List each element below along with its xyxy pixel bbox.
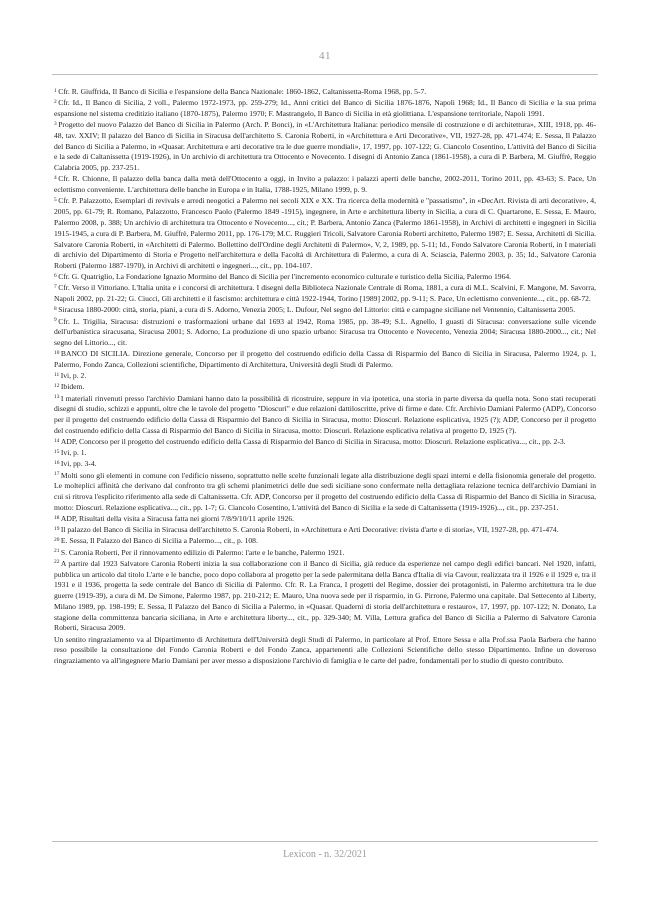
footnote-number: 20 — [54, 537, 60, 544]
footnote-number: 6 — [54, 272, 57, 279]
footnote-text: Cfr. R. Giuffrida, Il Banco di Sicilia e l'espansione della Banca Nazionale: 1860-1862, Caltanissetta-Roma 1968, pp. 5-7. — [58, 87, 427, 96]
footnote — [54, 448, 596, 459]
footnote-number: 19 — [54, 525, 60, 532]
footnote-text: Il palazzo del Banco di Sicilia in Siracusa dell'architetto S. Caronia Roberti, in «Architettura e Arti Decorative: rivista d'arte e di storia», VII, 1927-28, pp. 471-474. — [60, 525, 559, 535]
footnote — [54, 525, 596, 536]
footnote-number: 9 — [54, 317, 57, 324]
footnote — [54, 174, 596, 196]
footnote-text: Progetto del nuovo Palazzo del Banco di Sicilia in Palermo (Arch. P. Bonci), in «L'Architettura Italiana: periodico mensile di costruzione e di architettura», XIII, 1918, pp. 46-48, tav. XXIV; Il palazzo del Banco di Sicilia in Siracusa dell'architetto S. Caronia Roberti, in «Architettura e Arti Decorative», VII, 1927-28, pp. 471-474; E. Sessa, Il Palazzo del Banco di Sicilia a Palermo, in «Quasar. Architettura e arti decorative tra le due guerre mondiali», 17, 1997, pp. 107-122; G. Ciancolo Cosentino, L'attività del Banco di Sicilia e la sede di Caltanissetta (1919-1926), in Un archivio di architettura tra Ottocento e Novecento. I disegni di Antonio Zanca (1861-1958), a cura di P. Barbera, M. Giuffrè, Reggio Calabria 2005, pp. 237-251. — [54, 120, 596, 173]
page-number: 41 — [319, 50, 331, 62]
footnote-text: Molti sono gli elementi in comune con l'edificio nisseno, soprattutto nelle scelte funzionali legate alla distribuzione degli spazi interni e della fisionomia generale del progetto. Le molteplici affinità che derivano dal confronto tra gli schemi planimetrici delle due sedi siciliane sono confermate nella dettagliata relazione tecnica dell'archivio Damiani in cui si ritrova l'esplicito riferimento alla sede di Caltanissetta. Cfr. ADP, Concorso per il progetto del costruendo edificio della Cassa di Risparmio del Banco di Sicilia in Siracusa, motto: Dioscuri. Relazione esplicativa..., cit., pp. 1-7; G. Ciancolo Cosentino, L'attività del Banco di Sicilia e la sede di Caltanissetta (1919-1926)..., cit., pp. 237-251. — [54, 470, 596, 512]
footnote-text: Cfr. L. Trigilia, Siracusa: distruzioni e trasformazioni urbane dal 1693 al 1942, Roma 1985, pp. 38-49; S.L. Agnello, I guasti di Siracusa: conversazione sulle vicende dell'urbanistica siracusana, Siracusa 2001; S. Adorno, La produzione di uno spazio urbano: Siracusa tra Ottocento e Novecento, Venezia 2004; Siracusa 1880-2000..., cit.; Nel segno del Littorio..., cit. — [54, 316, 596, 348]
footnote — [54, 87, 596, 98]
footnote-number: 3 — [54, 120, 57, 127]
footer-divider — [52, 841, 598, 842]
footnote-text: Cfr. P. Palazzotto, Esemplari di revivals e arredi neogotici a Palermo nei secoli XIX e XX. Tra ricerca della modernità e "passatismo", in «DecArt. Rivista di arti decorative», 4, 2005, pp. 61-79; R. Romano, Palazzotto, Francesco Paolo (Palermo 1849 -1915), ingegnere, in Arte e architettura liberty in Sicilia, a cura di C. Quartarone, E. Sessa, E. Mauro, Palermo 2008, p. 388; Un archivio di architettura tra Ottocento e Novecento..., cit.; P. Barbera, Antonio Zanca (Palermo 1861-1958), in Archivi di architetti e ingegneri in Sicilia 1915-1945, a cura di P. Barbera, M. Giuffrè, Palermo 2011, pp. 176-179; M.C. Ruggieri Tricoli, Salvatore Caronia Roberti architetto, Palermo 1987; E. Sessa, Architetti di Sicilia. Salvatore Caronia Roberti, in «Architetti di Palermo. Bollettino dell'Ordine degli Architetti di Palermo», V, 2, 1989, pp. 5-11; Id., Fondo Salvatore Caronia Roberti, in I materiali di archivio del Dipartimento di Storia e Progetto nell'architettura e della Facoltà di Architettura di Palermo, a cura di A. Sciascia, Palermo 2003, p. 35; Id., Salvatore Caronia Roberti (Palermo 1887-1970), in Archivi di architetti e ingegneri..., cit., pp. 104-107. — [54, 196, 596, 271]
footnote-number: 13 — [54, 394, 60, 401]
footnote-number: 4 — [54, 175, 57, 182]
footnote-text: Cfr. Verso il Vittoriano. L'Italia unita e i concorsi di architettura. I disegni della Biblioteca Nazionale Centrale di Roma, 1881, a cura di M.L. Scalvini, F. Mangone, M. Savorra, Napoli 2002, pp. 21-22; G. Ciucci, Gli architetti e il fascismo: architettura e città 1922-1944, Torino [1989] 2002, pp. 9-11; S. Pace, Un eclettismo conveniente..., cit., pp. 68-72. — [54, 283, 596, 304]
footnote — [54, 471, 596, 514]
footnote — [54, 317, 596, 349]
footnote — [54, 98, 596, 120]
footnote-number: 15 — [54, 448, 60, 455]
footnote — [54, 349, 596, 371]
footnote — [54, 559, 596, 634]
footnote — [54, 120, 596, 174]
footnote-number: 7 — [54, 284, 57, 291]
footnote-number: 11 — [54, 371, 60, 378]
footnote-text: Cfr. G. Quatriglio, La Fondazione Ignazio Mormino del Banco di Sicilia per l'incremento economico culturale e turistico della Sicilia, Palermo 1964. — [58, 272, 512, 282]
footnote-text: Ivi, p. 2. — [60, 371, 87, 381]
footnote-text: S. Caronia Roberti, Per il rinnovamento edilizio di Palermo: l'arte e le banche, Palermo 1921. — [60, 547, 345, 557]
footnote — [54, 283, 596, 305]
footnote — [54, 459, 596, 470]
footnote-number: 1 — [54, 87, 57, 94]
header-divider — [52, 74, 598, 75]
footnote-number: 10 — [54, 349, 60, 356]
footnote — [54, 196, 596, 271]
footnote-text: A partire dal 1923 Salvatore Caronia Roberti inizia la sua collaborazione con il Banco di Sicilia, già reduce da esperienze nel campo degli edifici bancari. Nel 1920, infatti, pubblica un articolo dal titolo L'arte e le banche, poco dopo collabora al progetto per la sede palermitana della Banca d'Italia di via Cavour, realizzata tra il 1926 e il 1929 e, tra il 1931 e il 1936, progetta la sede centrale del Banco di Sicilia di Palermo. Cfr. R. La Franca, I progetti del Regime, dossier dei protagonisti, in Palermo architettura tra le due guerre (1919-39), a cura di M. De Simone, Palermo 1987, pp. 210-212; E. Mauro, Una nuova sede per il risparmio, in G. Pirrone, Palermo una capitale. Dal Settecento al Liberty, Milano 1989, pp. 198-199; E. Sessa, Il Palazzo del Banco di Sicilia a Palermo, in «Quasar. Quaderni di storia dell'architettura e restauro», 17, 1997, pp. 107-122; N. Donato, La stagione della committenza bancaria siciliana, in Arte e architettura liberty..., cit., pp. 329-340; M. Villa, Lettura grafica del Banco di Sicilia a Palermo di Salvatore Caronia Roberti, Siracusa 2009. — [54, 558, 596, 633]
footnote — [54, 437, 596, 448]
footnote-text: Ivi, pp. 3-4. — [60, 459, 97, 469]
footnote-number: 5 — [54, 196, 57, 203]
footnote-number: 14 — [54, 437, 60, 444]
footnote-text: Ivi, p. 1. — [60, 448, 87, 458]
footnotes-section — [54, 87, 596, 667]
footnote-text: Ibidem. — [60, 382, 85, 392]
journal-footer: Lexicon - n. 32/2021 — [283, 849, 367, 860]
footnote-text: E. Sessa, Il Palazzo del Banco di Sicilia a Palermo..., cit., p. 108. — [60, 536, 258, 546]
footnote-number: 8 — [54, 305, 57, 312]
acknowledgement-paragraph: Un sentito ringraziamento va al Dipartimento di Architettura dell'Università degli Studi di Palermo, in particolare al Prof. Ettore Sessa e alla Prof.ssa Paola Barbera che hanno reso possibile la consultazione del Fondo Caronia Roberti e del Fondo Zanca, appartenenti alle Collezioni Scientifiche dello stesso Dipartimento. Infine un doveroso ringraziamento va all'ingegnere Mario Damiani per aver messo a disposizione l'archivio di famiglia e le carte del padre, fondamentali per lo studio di questo contributo. — [54, 634, 596, 666]
footnote-number: 2 — [54, 98, 57, 105]
footnote — [54, 272, 596, 283]
footnote-text: Cfr. Id., Il Banco di Sicilia, 2 voll., Palermo 1972-1973, pp. 259-279; Id., Anni critici del Banco di Sicilia 1876-1876, Napoli 1968; Id., Il Banco di Sicilia e la sua prima espansione nel sistema creditizio italiano (1870-1875), Palermo 1970; F. Mastrangelo, Il Banco di Sicilia in età giolittiana. L'espansione territoriale, Napoli 1991. — [54, 98, 596, 118]
footnote-text: Cfr. R. Chionne, Il palazzo della banca dalla metà dell'Ottocento a oggi, in Invito a palazzo: i palazzi aperti delle banche, 2002-2011, Torino 2011, pp. 43-63; S. Pace, Un eclettismo conveniente. L'architettura delle banche in Europa e in Italia, 1788-1925, Milano 1999, p. 9. — [54, 174, 596, 195]
footnote — [54, 514, 596, 525]
footnote-text: BANCO DI SICILIA. Direzione generale, Concorso per il progetto del costruendo edificio della Cassa di Risparmio del Banco di Sicilia in Siracusa, Palermo 1924, p. 1, Palermo, Fondo Zanca, Collezioni scientifiche, Dipartimento di Architettura, Università degli Studi di Palermo. — [54, 349, 596, 370]
footnote-number: 22 — [54, 559, 60, 566]
footnote — [54, 536, 596, 547]
footnote-number: 21 — [54, 548, 60, 555]
footnote-text: Siracusa 1880-2000: città, storia, piani, a cura di S. Adorno, Venezia 2005; L. Dufour, Nel segno del Littorio: città e campagne siciliane nel Ventennio, Caltanissetta 2005. — [58, 305, 576, 315]
footnote — [54, 394, 596, 437]
footnotes-list — [54, 87, 596, 634]
footnote — [54, 548, 596, 559]
footnote — [54, 371, 596, 382]
footnote-number: 18 — [54, 514, 60, 521]
footnote-number: 12 — [54, 383, 60, 389]
footnote — [54, 305, 596, 316]
footnote-text: ADP, Risultati della visita a Siracusa fatta nei giorni 7/8/9/10/11 aprile 1926. — [60, 514, 295, 524]
footnote-text: ADP, Concorso per il progetto del costruendo edificio della Cassa di Risparmio del Banco di Sicilia in Siracusa, motto: Dioscuri. Relazione esplicativa..., cit., pp. 2-3. — [60, 437, 566, 447]
footnote — [54, 382, 596, 393]
footnote-number: 17 — [54, 471, 60, 478]
footnote-number: 16 — [54, 460, 60, 467]
footnote-text: I materiali rinvenuti presso l'archivio Damiani hanno dato la possibilità di ricostruire, seppure in via ipotetica, una storia in parte diversa da quella nota. Sono stati recuperati disegni di studio, schizzi e appunti, oltre che le tavole del progetto "Dioscuri" e due relazioni dattiloscritte, prive di firme e date. Cfr. Archivio Damiani Palermo (ADP), Concorso per il progetto del costruendo edificio della Cassa di Risparmio del Banco di Sicilia in Siracusa, motto: Dioscuri. Relazione esplicativa, 1925 (?); ADP, Concorso per il progetto del costruendo edificio della Cassa di Risparmio del Banco di Sicilia in Siracusa, motto: Dioscuri. Relazione esplicativa relativa al progetto D, 1925 (?). — [54, 393, 596, 435]
